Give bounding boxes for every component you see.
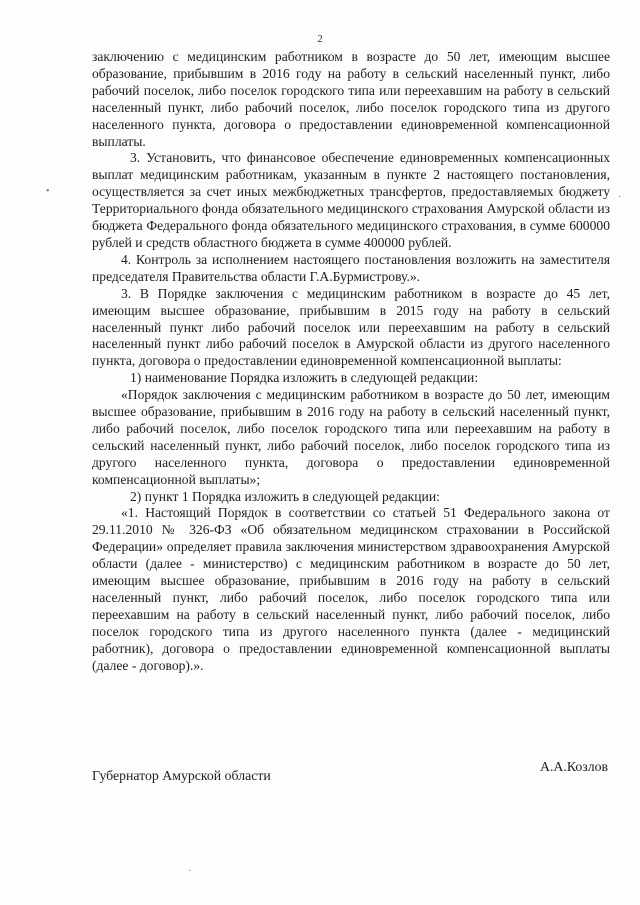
paragraph-quoted-clause-1: «1. Настоящий Порядок в соответствии со статьей 51 Федерального закона от 29.11.2010 № 326-ФЗ «Об обязательном медицинском страховании в Российской Федерации» определяет правила заключения министерством здравоохранения Амурской области (далее - министерство) с медицинским работником в возрасте до 50 лет, имеющим высшее образование, прибывшим в 2016 году на работу в сельский населенный пункт, либо рабочий поселок, либо поселок городского типа или переехавшим на работу в сельский населенный пункт, либо рабочий поселок, либо поселок городского типа из другого населенного пункта (далее - медицинский работник), договора о предоставлении единовременной компенсационной выплаты (далее - договор).». [92,505,610,673]
signatory-title: Губернатор Амурской области [92,768,271,783]
paragraph-quoted-title: «Порядок заключения с медицинским работником в возрасте до 50 лет, имеющим высшее образование, прибывшим в 2016 году на работу в сельский населенный пункт, либо рабочий поселок, либо поселок городского типа или переехавшим на работу в сельский населенный пункт, либо рабочий поселок, либо поселок городского типа из другого населенного пункта, договора о предоставлении единовременной компенсационной выплаты»; [92,387,610,487]
page-number: 2 [317,33,323,45]
paragraph-item-3-procedure: 3. В Порядке заключения с медицинским работником в возрасте до 45 лет, имеющим высшее образование, прибывшим в 2015 году на работу в сельский населенный пункт либо рабочий поселок или переехавшим на работу в сельский населенный пункт либо рабочий поселок в Амурской области из другого населенного пункта, договора о предоставлении единовременной компенсационной выплаты: [92,285,610,369]
signature-block [92,759,610,788]
paragraph-continuation: заключению с медицинским работником в возрасте до 50 лет, имеющим высшее образование, прибывшим в 2016 году на работу в сельский населенный пункт, либо рабочий поселок, либо поселок городского типа или переехавшим на работу в сельский населенный пункт, либо рабочий поселок, либо поселок городского типа из другого населенного пункта, договора о предоставлении единовременной компенсационной выплаты. [92,49,610,149]
document-body [92,49,610,675]
paragraph-item-3-financing: 3. Установить, что финансовое обеспечение единовременных компенсационных выплат медицинским работникам, указанным в пункте 2 настоящего постановления, осуществляется за счет иных межбюджетных трансфертов, предоставляемых бюджету Территориального фонда обязательного медицинского страхования Амурской области из бюджета Федерального фонда обязательного медицинского страхования, в сумме 600000 рублей и средств областного бюджета в сумме 400000 рублей. [92,150,610,250]
paragraph-subitem-2: 2) пункт 1 Порядка изложить в следующей редакции: [130,488,440,504]
paragraph-subitem-1: 1) наименование Порядка изложить в следующей редакции: [130,370,479,386]
scan-speck: · [188,866,192,877]
paragraph-item-4-control: 4. Контроль за исполнением настоящего постановления возложить на заместителя председателя Правительства области Г.А.Бурмистрову.». [92,251,610,284]
scan-speck: • [46,186,50,197]
scan-speck: · [618,192,622,203]
signatory-name: А.А.Козлов [540,759,608,774]
